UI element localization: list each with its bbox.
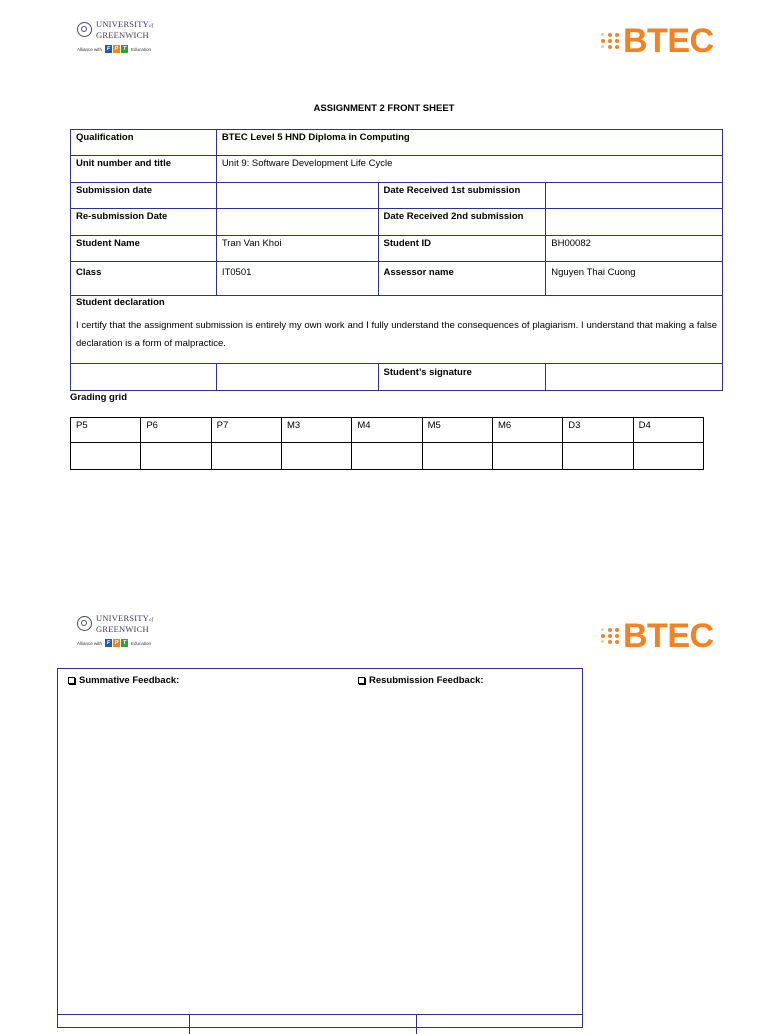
student-name-value: Tran Van Khoi bbox=[216, 236, 378, 262]
submission-date-value bbox=[216, 183, 378, 209]
qualification-label: Qualification bbox=[71, 130, 217, 156]
date-received-1-label: Date Received 1st submission bbox=[378, 183, 546, 209]
checkbox-icon[interactable] bbox=[358, 677, 365, 684]
resubmission-feedback-label: Resubmission Feedback: bbox=[369, 675, 484, 686]
btec-logo-2: BTEC bbox=[601, 619, 714, 653]
declaration-text: I certify that the assignment submission is entirely my own work and I fully understand the consequences of plagiarism. I understand that making a false declaration is a form of malpractice. bbox=[76, 320, 717, 349]
resubmission-date-value bbox=[216, 209, 378, 236]
resubmission-date-label: Re-submission Date bbox=[71, 209, 217, 236]
grade-cell: P7 bbox=[211, 418, 281, 443]
assessor-label: Assessor name bbox=[378, 262, 546, 296]
date-received-2-value bbox=[546, 209, 723, 236]
submission-date-label: Submission date bbox=[71, 183, 217, 209]
university-of-greenwich-logo: UNIVERSITYof GREENWICH Alliance with F P T Education bbox=[77, 19, 154, 52]
student-id-label: Student ID bbox=[378, 236, 546, 262]
btec-logo: BTEC bbox=[601, 24, 714, 58]
divider bbox=[416, 1014, 417, 1034]
grade-cell: M6 bbox=[492, 418, 562, 443]
declaration-label: Student declaration bbox=[76, 297, 165, 308]
qualification-value: BTEC Level 5 HND Diploma in Computing bbox=[216, 130, 722, 156]
grade-cell: D3 bbox=[563, 418, 633, 443]
student-id-value: BH00082 bbox=[546, 236, 723, 262]
grading-header-row bbox=[71, 418, 704, 443]
unit-label: Unit number and title bbox=[71, 156, 217, 183]
row-signature bbox=[71, 364, 723, 391]
row-class bbox=[71, 262, 723, 296]
signature-value bbox=[546, 364, 723, 391]
grade-cell: P6 bbox=[141, 418, 211, 443]
class-label: Class bbox=[71, 262, 217, 296]
row-unit bbox=[71, 156, 723, 183]
row-declaration bbox=[71, 296, 723, 364]
btec-dots-icon bbox=[601, 33, 620, 49]
fpt-logo: F P T bbox=[106, 640, 127, 646]
row-resubmission bbox=[71, 209, 723, 236]
resubmission-feedback bbox=[358, 675, 484, 686]
divider bbox=[189, 1014, 190, 1034]
assessor-value: Nguyen Thai Cuong bbox=[546, 262, 723, 296]
signature-label: Student’s signature bbox=[378, 364, 546, 391]
logo-text-greenwich: GREENWICH bbox=[96, 30, 149, 40]
divider bbox=[58, 1014, 582, 1015]
summative-feedback-label: Summative Feedback: bbox=[79, 675, 180, 686]
student-name-label: Student Name bbox=[71, 236, 217, 262]
university-of-greenwich-logo-2: UNIVERSITYof GREENWICH Alliance with F P T Education bbox=[77, 613, 154, 646]
grade-cell: D4 bbox=[633, 418, 703, 443]
btec-dots-icon bbox=[601, 628, 620, 644]
grading-grid-label: Grading grid bbox=[70, 392, 127, 403]
grading-value-row bbox=[71, 443, 704, 470]
page-title: ASSIGNMENT 2 FRONT SHEET bbox=[313, 103, 455, 114]
summative-feedback bbox=[68, 675, 179, 686]
date-received-2-label: Date Received 2nd submission bbox=[378, 209, 546, 236]
unit-value: Unit 9: Software Development Life Cycle bbox=[216, 156, 722, 183]
class-value: IT0501 bbox=[216, 262, 378, 296]
fpt-logo: F P T bbox=[106, 46, 127, 52]
feedback-box bbox=[57, 668, 583, 1028]
grading-grid-table bbox=[70, 417, 704, 470]
front-sheet-table bbox=[70, 129, 723, 391]
grade-cell: P5 bbox=[71, 418, 141, 443]
grade-cell: M3 bbox=[281, 418, 351, 443]
date-received-1-value bbox=[546, 183, 723, 209]
row-qualification bbox=[71, 130, 723, 156]
crest-icon bbox=[77, 22, 92, 37]
row-student bbox=[71, 236, 723, 262]
grade-cell: M4 bbox=[352, 418, 422, 443]
grade-cell: M5 bbox=[422, 418, 492, 443]
crest-icon bbox=[77, 616, 92, 631]
checkbox-icon[interactable] bbox=[68, 677, 75, 684]
logo-text-university: UNIVERSITY bbox=[96, 19, 149, 29]
row-submission bbox=[71, 183, 723, 209]
